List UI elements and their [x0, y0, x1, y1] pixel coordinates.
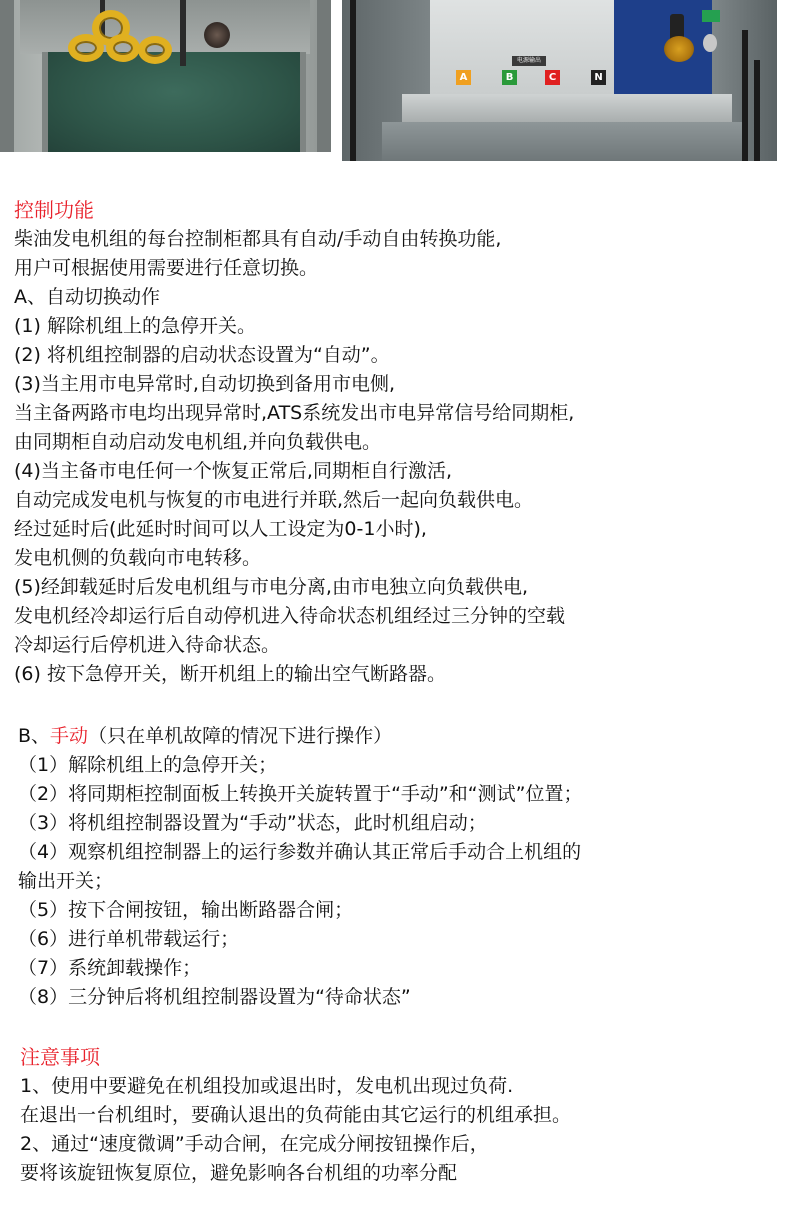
- text-line: 柴油发电机组的每台控制柜都具有自动/手动自由转换功能,: [14, 228, 502, 250]
- text-line: (2) 将机组控制器的启动状态设置为“自动”。: [14, 344, 390, 366]
- control-function-section: [14, 196, 780, 689]
- notes-section: [20, 1043, 780, 1188]
- text-line: （5）按下合闸按钮，输出断路器合闸；: [18, 899, 354, 921]
- text-line: (5)经卸载延时后发电机组与市电分离,由市电独立向负载供电,: [14, 576, 528, 598]
- text-line: （6）进行单机带载运行；: [18, 928, 240, 950]
- text-line: （8）三分钟后将机组控制器设置为“待命状态”: [18, 986, 411, 1008]
- text-line: (1) 解除机组上的急停开关。: [14, 315, 256, 337]
- text-line: 1、使用中要避免在机组投加或退出时，发电机出现过负荷.: [20, 1075, 514, 1097]
- text-line: (3)当主用市电异常时,自动切换到备用市电侧,: [14, 373, 395, 395]
- text-line: 当主备两路市电均出现异常时,ATS系统发出市电异常信号给同期柜,: [14, 402, 575, 424]
- text-line: (6) 按下急停开关，断开机组上的输出空气断路器。: [14, 663, 446, 685]
- text-line: 冷却运行后停机进入待命状态。: [14, 634, 281, 656]
- text-line: （4）观察机组控制器上的运行参数并确认其正常后手动合上机组的: [18, 841, 582, 863]
- section-title: 注意事项: [20, 1045, 100, 1069]
- section-title: 控制功能: [14, 198, 94, 222]
- power-output-label: 电源输出: [512, 56, 546, 66]
- cabinet-interior-photo: [0, 0, 331, 152]
- section-title: B、手动（只在单机故障的情况下进行操作）: [18, 725, 393, 747]
- text-line: 发电机侧的负载向市电转移。: [14, 547, 262, 569]
- switch-panel-photo: [342, 0, 777, 161]
- text-line: 由同期柜自动启动发电机组,并向负载供电。: [14, 431, 382, 453]
- text-line: 发电机经冷却运行后自动停机进入待命状态机组经过三分钟的空载: [14, 605, 566, 627]
- text-line: 经过延时后(此延时时间可以人工设定为0-1小时),: [14, 518, 427, 540]
- terminal-n: N: [591, 70, 606, 85]
- text-line: （1）解除机组上的急停开关；: [18, 754, 278, 776]
- terminal-a: A: [456, 70, 471, 85]
- terminal-c: C: [545, 70, 560, 85]
- text-line: 2、通过“速度微调”手动合闸，在完成分闸按钮操作后，: [20, 1133, 489, 1155]
- text-line: （7）系统卸载操作；: [18, 957, 202, 979]
- text-line: 自动完成发电机与恢复的市电进行并联,然后一起向负载供电。: [14, 489, 534, 511]
- text-line: 输出开关；: [18, 870, 114, 892]
- text-line: 用户可根据使用需要进行任意切换。: [14, 257, 319, 279]
- text-line: (4)当主备市电任何一个恢复正常后,同期柜自行激活,: [14, 460, 452, 482]
- terminal-b: B: [502, 70, 517, 85]
- text-line: （3）将机组控制器设置为“手动”状态，此时机组启动；: [18, 812, 487, 834]
- text-line: A、自动切换动作: [14, 286, 160, 308]
- text-line: 在退出一台机组时，要确认退出的负荷能由其它运行的机组承担。: [20, 1104, 572, 1126]
- text-line: 要将该旋钮恢复原位，避免影响各台机组的功率分配: [20, 1162, 458, 1184]
- text-line: （2）将同期柜控制面板上转换开关旋转置于“手动”和“测试”位置；: [18, 783, 583, 805]
- manual-section: [18, 722, 780, 1012]
